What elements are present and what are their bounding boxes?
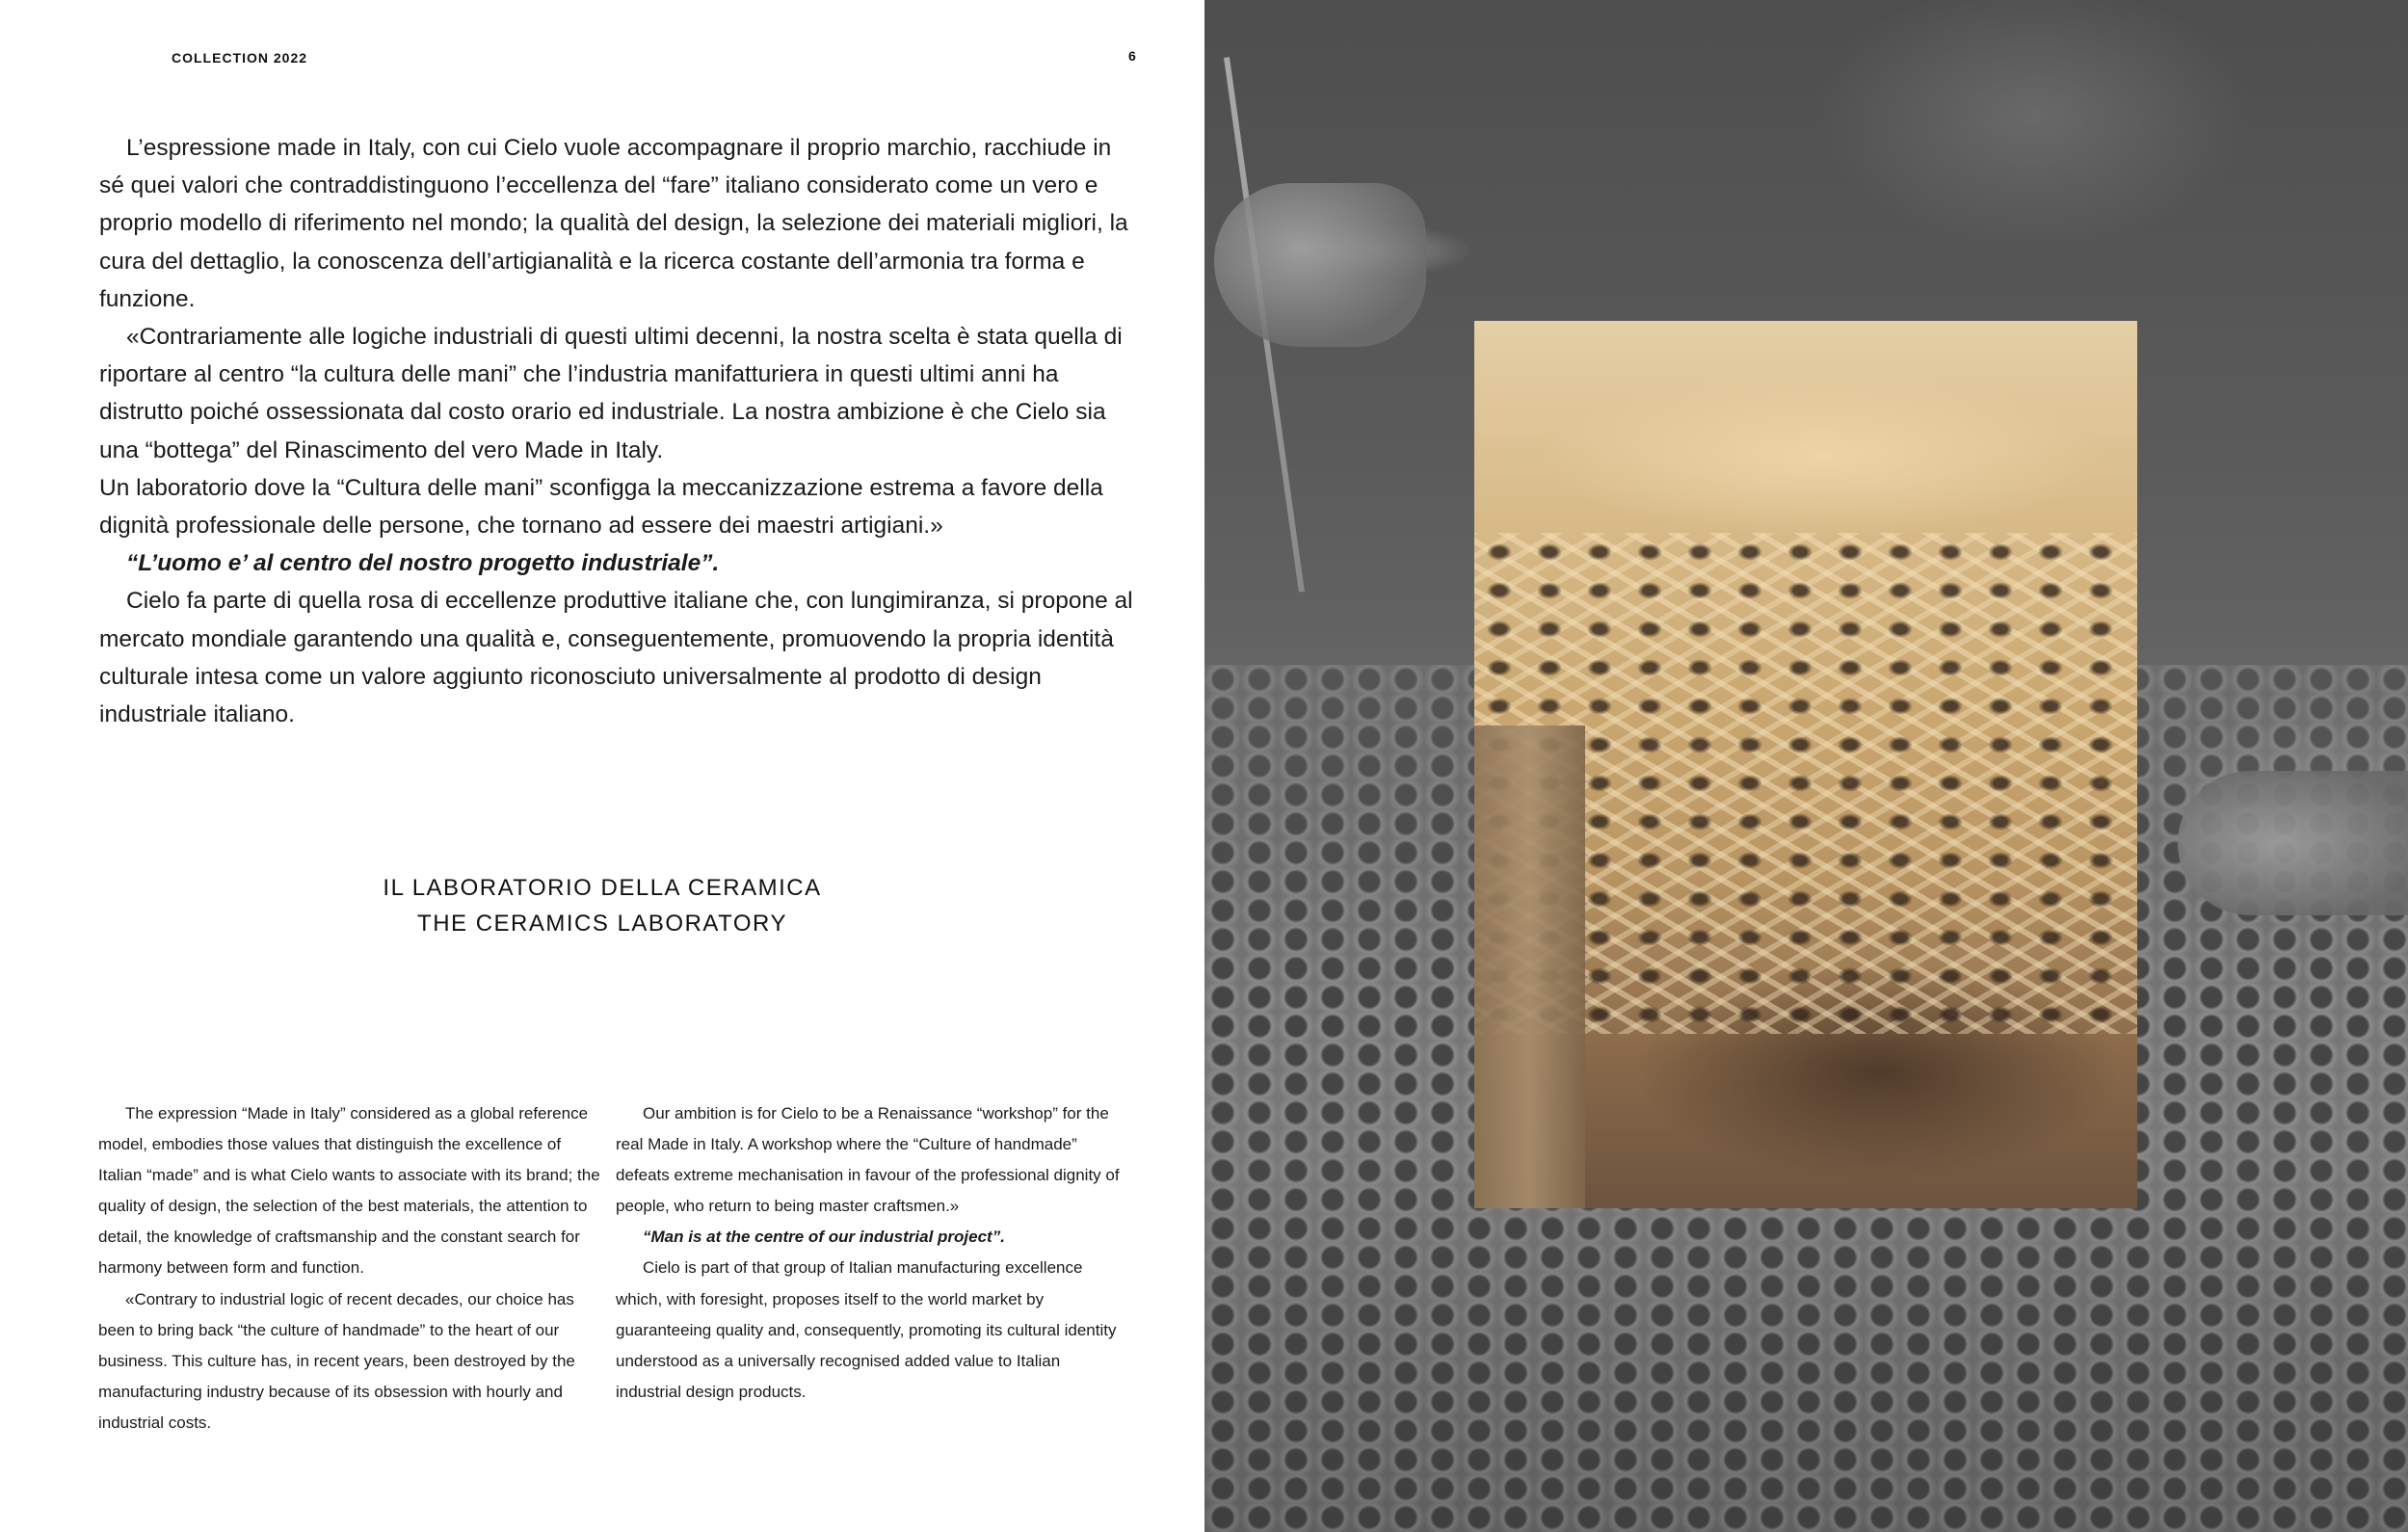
cane-detail-photo: [1474, 321, 2137, 1208]
english-column-2: [616, 1098, 1122, 1408]
running-title: COLLECTION 2022: [172, 50, 308, 66]
hand: [1214, 183, 1426, 347]
section-title-italian: IL LABORATORIO DELLA CERAMICA: [383, 875, 822, 901]
english-paragraph: «Contrary to industrial logic of recent decades, our choice has been to bring back “the culture of handmade” to the heart of our business. This culture has, in recent years, been destroyed by the manufacturing industry because of its obsession with hourly and industrial costs.: [98, 1289, 575, 1432]
english-column-1: [98, 1098, 604, 1439]
section-heading: [193, 870, 1012, 941]
english-paragraph: Our ambition is for Cielo to be a Renaissance “workshop” for the real Made in Italy. A workshop where the “Culture of handmade” defeats extreme mechanisation in favour of the professional dignity of people, who return to being master craftsmen.»: [616, 1104, 1120, 1216]
english-paragraph: The expression “Made in Italy” considered as a global reference model, embodies those values that distinguish the excellence of Italian “made” and is what Cielo wants to associate with its brand; the quality of design, the selection of the best materials, the attention to detail, the knowledge of craftsmanship and the constant search for harmony between form and function.: [98, 1104, 600, 1278]
intro-paragraph: «Contrariamente alle logiche industriali di questi ultimi decenni, la nostra scelta è stata quella di riportare al centro “la cultura delle mani” che l’industria manifatturiera in questi ultimi anni ha distrutto poiché ossessionata dal costo orario ed industriale. La nostra ambizione è che Cielo sia una “bottega” del Rinascimento del vero Made in Italy.: [99, 324, 1123, 463]
intro-paragraph: L’espressione made in Italy, con cui Cielo vuole accompagnare il proprio marchio, racchiude in sé quei valori che contraddistinguono l’eccellenza del “fare” italiano considerato come un vero e proprio modello di riferimento nel mondo; la qualità del design, la selezione dei materiali migliori, la cura del dettaglio, la conoscenza dell’artigianalità e la ricerca costante dell’armonia tra forma e funzione.: [99, 135, 1128, 312]
english-paragraph: Cielo is part of that group of Italian manufacturing excellence which, with foresight, proposes itself to the world market by guaranteeing quality and, consequently, promoting its cultural identity understood as a universally recognised added value to Italian industrial design products.: [616, 1258, 1117, 1401]
english-quote: “Man is at the centre of our industrial project”.: [643, 1228, 1005, 1247]
intro-paragraph: Un laboratorio dove la “Cultura delle mani” sconfigga la meccanizzazione estrema a favore della dignità professionale delle persone, che tornano ad essere dei maestri artigiani.»: [99, 474, 1103, 540]
chair-frame: [1474, 726, 1585, 1208]
thumb: [2178, 771, 2408, 915]
intro-paragraph: Cielo fa parte di quella rosa di eccellenze produttive italiane che, con lungimiranza, si propone al mercato mondiale garantendo una qualità e, conseguentemente, promuovendo la propria identità culturale intesa come un valore aggiunto riconosciuto universalmente al prodotto di design industriale italiano.: [99, 588, 1133, 728]
section-title-english: THE CERAMICS LABORATORY: [417, 911, 787, 937]
intro-quote: “L’uomo e’ al centro del nostro progetto industriale”.: [126, 550, 720, 577]
italian-intro: [99, 129, 1140, 733]
page-number: 6: [1128, 48, 1136, 64]
